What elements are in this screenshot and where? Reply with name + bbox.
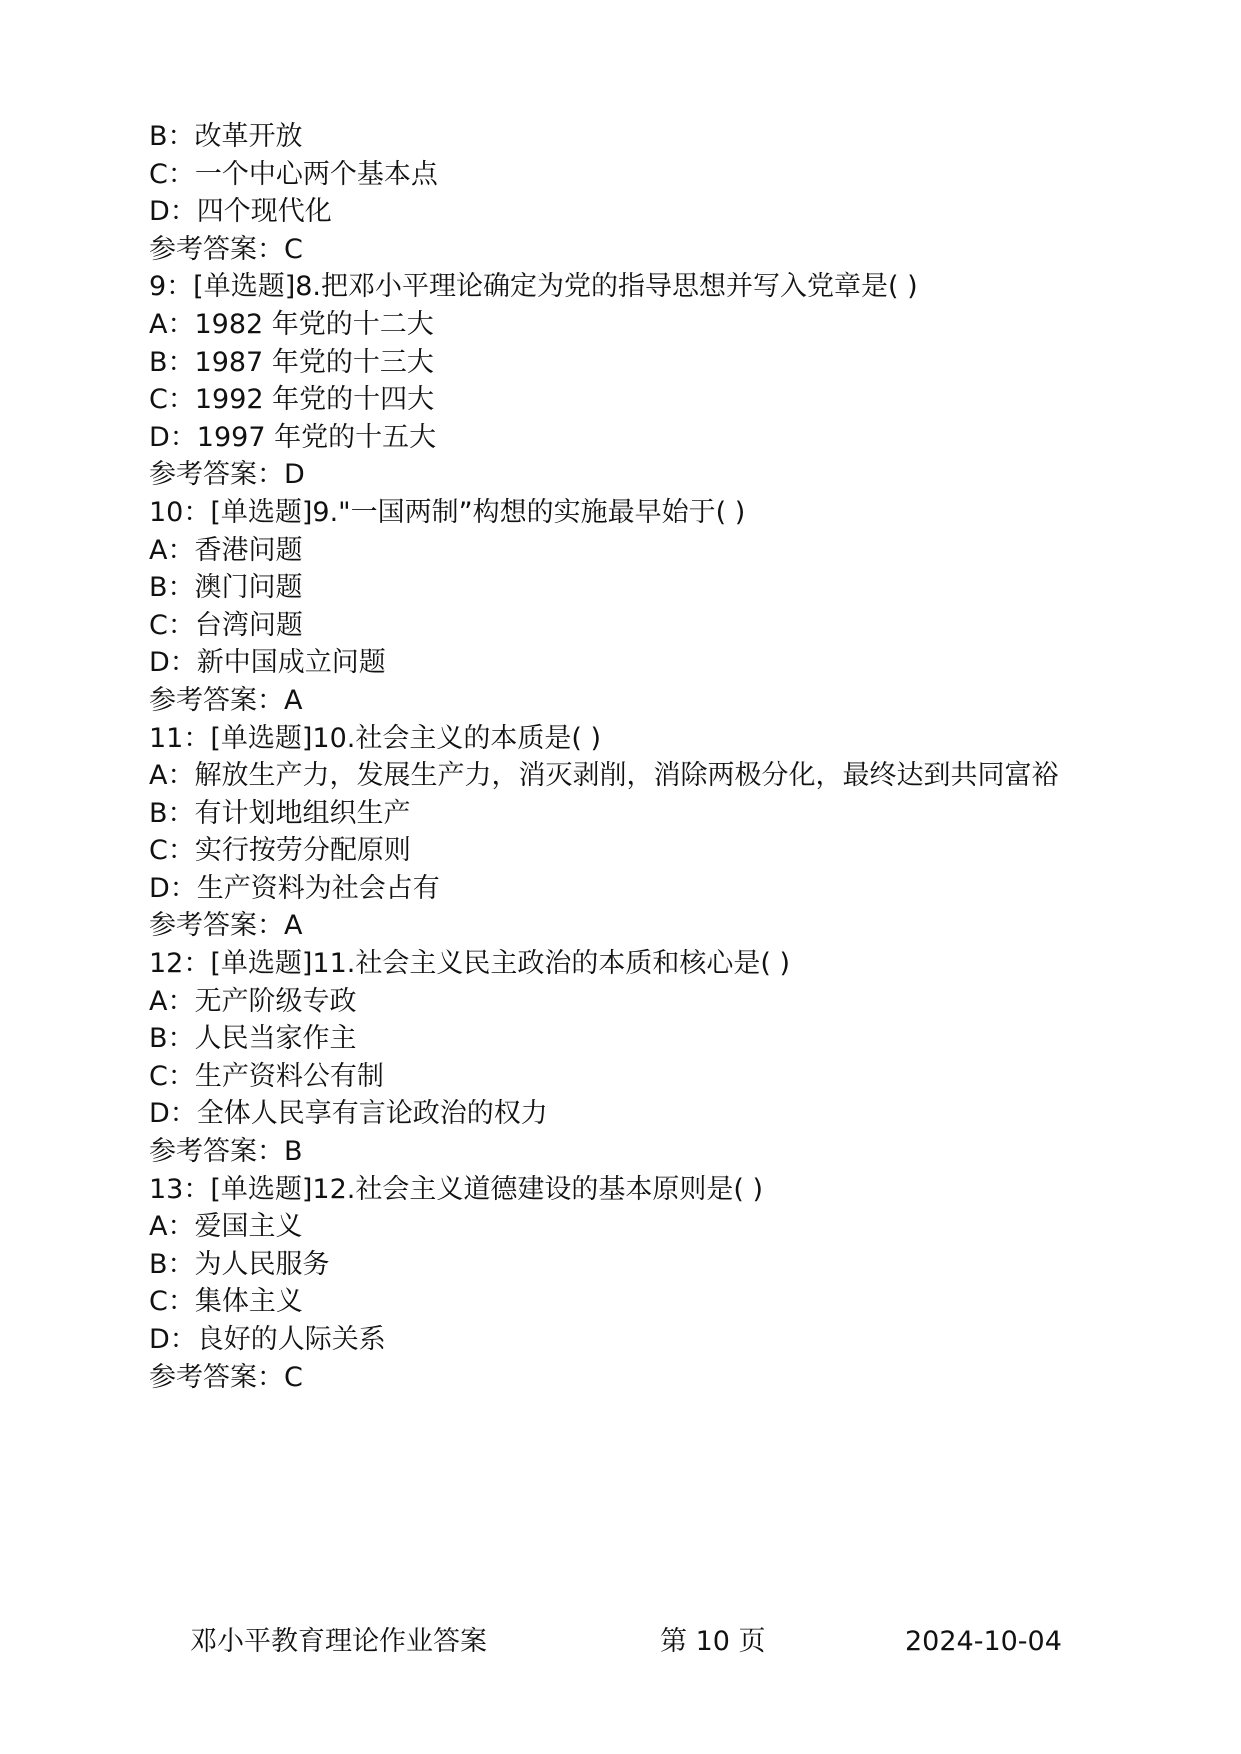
option-line: B：1987 年党的十三大 (149, 346, 434, 378)
page-footer (0, 1622, 1241, 1662)
answer-line: 参考答案：D (149, 459, 305, 491)
option-line: D：新中国成立问题 (149, 647, 386, 679)
question-line: 12：[单选题]11.社会主义民主政治的本质和核心是( ) (149, 948, 791, 980)
option-line: A：解放生产力，发展生产力，消灭剥削，消除两极分化，最终达到共同富裕 (149, 760, 1059, 792)
option-line: A：1982 年党的十二大 (149, 308, 434, 340)
answer-line: 参考答案：C (149, 233, 303, 265)
option-line: D：四个现代化 (149, 196, 332, 228)
option-line: D：全体人民享有言论政治的权力 (149, 1098, 548, 1130)
option-line: C：台湾问题 (149, 609, 303, 641)
option-line: B：改革开放 (149, 121, 303, 152)
footer-date: 2024-10-04 (905, 1626, 1062, 1657)
answer-line: 参考答案：A (149, 910, 303, 942)
page-number: 第 10 页 (660, 1626, 766, 1657)
option-line: C：集体主义 (149, 1286, 303, 1318)
answer-line: 参考答案：A (149, 684, 303, 716)
option-line: A：香港问题 (149, 534, 303, 566)
option-line: C：一个中心两个基本点 (149, 158, 438, 190)
option-line: B：澳门问题 (149, 572, 303, 604)
option-line: C：实行按劳分配原则 (149, 835, 411, 867)
answer-line: 参考答案：B (149, 1136, 303, 1168)
option-line: B：人民当家作主 (149, 1023, 357, 1055)
option-line: A：爱国主义 (149, 1211, 303, 1243)
option-line: C：生产资料公有制 (149, 1060, 384, 1092)
document-body (149, 118, 1109, 1396)
option-line: D：生产资料为社会占有 (149, 872, 440, 904)
question-line: 9：[单选题]8.把邓小平理论确定为党的指导思想并写入党章是( ) (149, 271, 918, 303)
answer-line: 参考答案：C (149, 1361, 303, 1393)
question-line: 10：[单选题]9."一国两制”构想的实施最早始于( ) (149, 496, 746, 528)
option-line: D：1997 年党的十五大 (149, 421, 437, 453)
footer-title: 邓小平教育理论作业答案 (190, 1626, 487, 1657)
option-line: C：1992 年党的十四大 (149, 384, 435, 416)
question-line: 13：[单选题]12.社会主义道德建设的基本原则是( ) (149, 1173, 764, 1205)
question-line: 11：[单选题]10.社会主义的本质是( ) (149, 722, 602, 754)
option-line: B：有计划地组织生产 (149, 797, 411, 829)
option-line: A：无产阶级专政 (149, 985, 357, 1017)
option-line: D：良好的人际关系 (149, 1324, 386, 1355)
option-line: B：为人民服务 (149, 1248, 330, 1280)
